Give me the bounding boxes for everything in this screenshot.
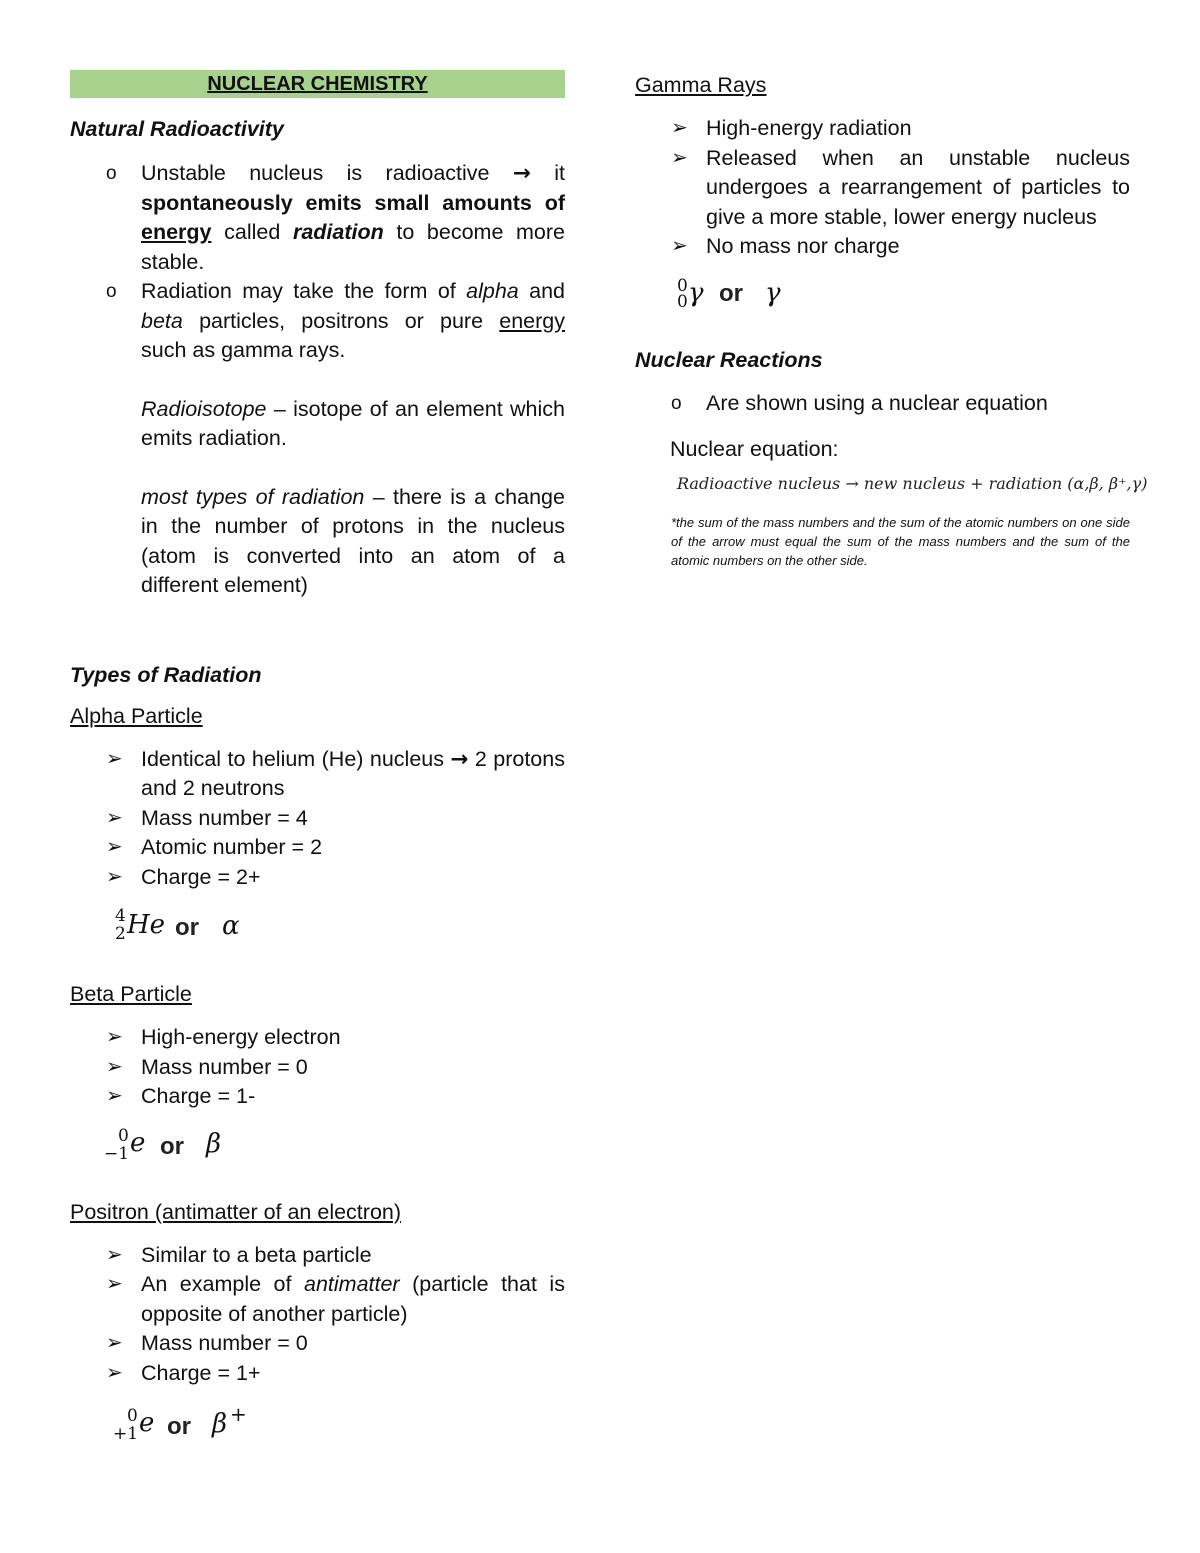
list-item: ➢ Atomic number = 2 bbox=[70, 833, 565, 863]
arrow-bullet-icon: ➢ bbox=[106, 1361, 123, 1384]
arrow-bullet-icon: ➢ bbox=[106, 1055, 123, 1078]
nuclear-equation: Radioactive nucleus → new nucleus + radiation (α,β, β⁺,γ) bbox=[677, 473, 1148, 493]
arrow-bullet-icon: ➢ bbox=[106, 1243, 123, 1266]
beta-list bbox=[70, 1023, 565, 1112]
list-item: ➢ Charge = 2+ bbox=[70, 863, 565, 893]
list-item: ➢ An example of antimatter (particle that is opposite of another particle) bbox=[106, 1272, 565, 1326]
list-item: ➢ Similar to a beta particle bbox=[70, 1241, 565, 1271]
list-item: ➢ Mass number = 4 bbox=[70, 804, 565, 834]
list-item: ➢ No mass nor charge bbox=[635, 232, 1130, 262]
positron-list bbox=[70, 1241, 565, 1389]
arrow-bullet-icon: ➢ bbox=[671, 117, 688, 139]
nuclear-reactions-heading: Nuclear Reactions bbox=[635, 347, 823, 372]
right-column bbox=[635, 70, 1148, 583]
page-title: NUCLEAR CHEMISTRY bbox=[70, 70, 565, 98]
list-item: ➢ High-energy radiation bbox=[635, 114, 1130, 144]
most-types-definition: most types of radiation – there is a change in the number of protons in the nucleus (atom is converted into an atom of a different element) bbox=[141, 484, 565, 597]
natural-list bbox=[70, 159, 565, 366]
list-item: ➢ Mass number = 0 bbox=[70, 1053, 565, 1083]
right-arrow-icon: → bbox=[450, 746, 469, 772]
list-item: ➢ Identical to helium (He) nucleus → 2 protons and 2 neutrons bbox=[106, 746, 565, 800]
arrow-bullet-icon: ➢ bbox=[106, 806, 123, 829]
list-item: o Unstable nucleus is radioactive → it spontaneously emits small amounts of energy called radiation to become more stable. bbox=[106, 161, 566, 274]
list-item: o Are shown using a nuclear equation bbox=[635, 389, 1130, 419]
arrow-bullet-icon: ➢ bbox=[671, 146, 688, 169]
list-item: ➢ Charge = 1- bbox=[70, 1082, 565, 1112]
arrow-bullet-icon: ➢ bbox=[106, 836, 123, 858]
arrow-bullet-icon: ➢ bbox=[671, 235, 688, 257]
natural-radioactivity-heading: Natural Radioactivity bbox=[70, 117, 284, 141]
arrow-bullet-icon: ➢ bbox=[106, 1273, 123, 1295]
beta-symbol: 0 −1 e or β bbox=[104, 1125, 222, 1164]
nuclear-equation-label: Nuclear equation: bbox=[670, 437, 839, 461]
circle-bullet-icon: o bbox=[671, 392, 682, 414]
arrow-bullet-icon: ➢ bbox=[106, 1085, 123, 1107]
arrow-bullet-icon: ➢ bbox=[106, 1332, 123, 1354]
alpha-symbol: 4 2 He or α bbox=[115, 906, 240, 944]
circle-bullet-icon: o bbox=[106, 163, 117, 184]
list-item: ➢ Released when an unstable nucleus undergoes a rearrangement of particles to give a more stable, lower energy nucleus bbox=[671, 145, 1130, 229]
arrow-bullet-icon: ➢ bbox=[106, 865, 123, 888]
list-item: ➢ Charge = 1+ bbox=[70, 1359, 565, 1389]
right-arrow-icon: → bbox=[512, 161, 531, 186]
gamma-list bbox=[635, 114, 1130, 262]
alpha-particle-heading: Alpha Particle bbox=[70, 703, 203, 728]
beta-particle-heading: Beta Particle bbox=[70, 982, 192, 1006]
arrow-bullet-icon: ➢ bbox=[106, 747, 123, 770]
positron-heading: Positron (antimatter of an electron) bbox=[70, 1199, 402, 1224]
nuclear-reactions-list bbox=[635, 389, 1130, 419]
list-item: o Radiation may take the form of alpha and beta particles, positrons or pure energy such as gamma rays. bbox=[106, 279, 566, 362]
arrow-bullet-icon: ➢ bbox=[106, 1026, 123, 1048]
list-item: ➢ High-energy electron bbox=[70, 1023, 565, 1053]
types-of-radiation-heading: Types of Radiation bbox=[70, 662, 262, 687]
circle-bullet-icon: o bbox=[106, 281, 117, 302]
list-item: ➢ Mass number = 0 bbox=[70, 1329, 565, 1359]
left-column bbox=[70, 70, 565, 1456]
gamma-symbol: 0 0 γ or γ bbox=[677, 275, 781, 312]
positron-symbol: 0 +1 e or β + bbox=[113, 1402, 247, 1444]
gamma-rays-heading: Gamma Rays bbox=[635, 73, 767, 97]
sum-rule-note: *the sum of the mass numbers and the sum of the atomic numbers on one side of the arrow must equal the sum of the mass numbers and the sum of the atomic numbers on the other side. bbox=[671, 514, 1130, 568]
radioisotope-definition: Radioisotope – isotope of an element which emits radiation. bbox=[141, 396, 565, 450]
alpha-list bbox=[70, 745, 565, 893]
